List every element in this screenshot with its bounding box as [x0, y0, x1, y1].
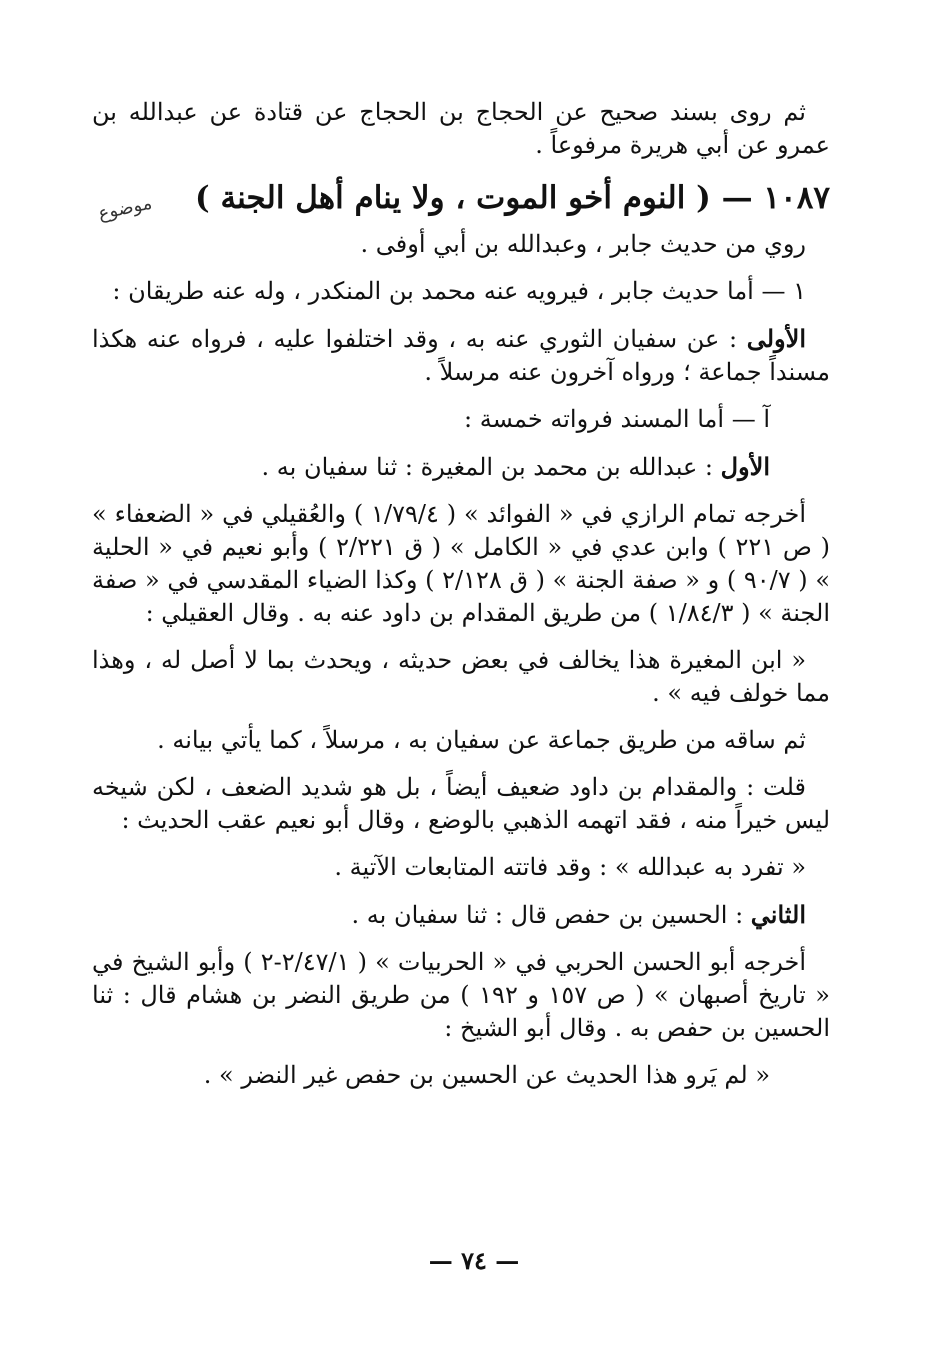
- paragraph-1: ثم روى بسند صحيح عن الحجاج بن الحجاج عن قتادة عن عبدالله بن عمرو عن أبي هريرة مرفوعاً .: [92, 98, 830, 159]
- page-number: — ٧٤ —: [428, 1246, 520, 1275]
- paragraph-5: آ — أما المسند فرواته خمسة :: [464, 405, 770, 433]
- label-first-way: الأولى: [746, 324, 806, 353]
- paragraph-7: أخرجه تمام الرازي في « الفوائد » ( ١/٧٩/٤ ) والعُقيلي في « الضعفاء » ( ص ٢٢١ ) وابن عدي في « الكامل » ( ق ٢/٢٢١ ) وأبو نعيم في « الحلية » ( ٩٠/٧ ) و « صفة الجنة » ( ق ٢/١٢٨ ) وكذا الضياء المقدسي في « صفة الجنة » ( ١/٨٤/٣ ) من طريق المقدام بن داود عنه به . وقال العقيلي :: [92, 500, 831, 627]
- paragraph-13: أخرجه أبو الحسن الحربي في « الحربيات » ( ٢/٤٧/١-٢ ) وأبو الشيخ في « تاريخ أصبهان » ( ص ١٥٧ و ١٩٢ ) من طريق النضر بن هشام قال : ثنا الحسين بن حفص به . وقال أبو الشيخ :: [92, 948, 830, 1042]
- label-second: الثاني: [750, 900, 806, 929]
- paragraph-12: [92, 898, 830, 932]
- paragraph-2: روي من حديث جابر ، وعبدالله بن أبي أوفى .: [360, 230, 806, 258]
- page-body: [92, 96, 830, 1106]
- paragraph-11: « تفرد به عبدالله » : وقد فاتته المتابعات الآتية .: [334, 853, 806, 881]
- paragraph-6: [92, 450, 830, 484]
- hadith-title-row: [92, 176, 830, 225]
- paragraph-10: قلت : والمقدام بن داود ضعيف أيضاً ، بل هو شديد الضعف ، لكن شيخه ليس خيراً منه ، فقد اتهمه الذهبي بالوضع ، وقال أبو نعيم عقب الحديث :: [92, 773, 830, 834]
- paragraph-6-text: : عبدالله بن محمد بن المغيرة : ثنا سفيان به .: [261, 453, 721, 481]
- paragraph-9: ثم ساقه من طريق جماعة عن سفيان به ، مرسلاً ، كما يأتي بيانه .: [157, 726, 806, 754]
- label-first: الأول: [720, 452, 770, 481]
- paragraph-12-text: : الحسين بن حفص قال : ثنا سفيان به .: [351, 901, 751, 929]
- paragraph-4-text: : عن سفيان الثوري عنه به ، وقد اختلفوا عليه ، فرواه عنه هكذا مسنداً جماعة ؛ ورواه آخرون عنه مرسلاً .: [92, 325, 830, 386]
- paragraph-14: « لم يَرو هذا الحديث عن الحسين بن حفص غير النضر » .: [203, 1061, 770, 1089]
- paragraph-4: [92, 322, 830, 389]
- margin-note: موضوع: [96, 192, 154, 225]
- paragraph-3: ١ — أما حديث جابر ، فيرويه عنه محمد بن المنكدر ، وله عنه طريقان :: [112, 277, 806, 305]
- hadith-title: ١٠٨٧ — ( النوم أخو الموت ، ولا ينام أهل الجنة ): [194, 180, 830, 216]
- paragraph-8: « ابن المغيرة هذا يخالف في بعض حديثه ، ويحدث بما لا أصل له ، وهذا مما خولف فيه » .: [92, 646, 830, 707]
